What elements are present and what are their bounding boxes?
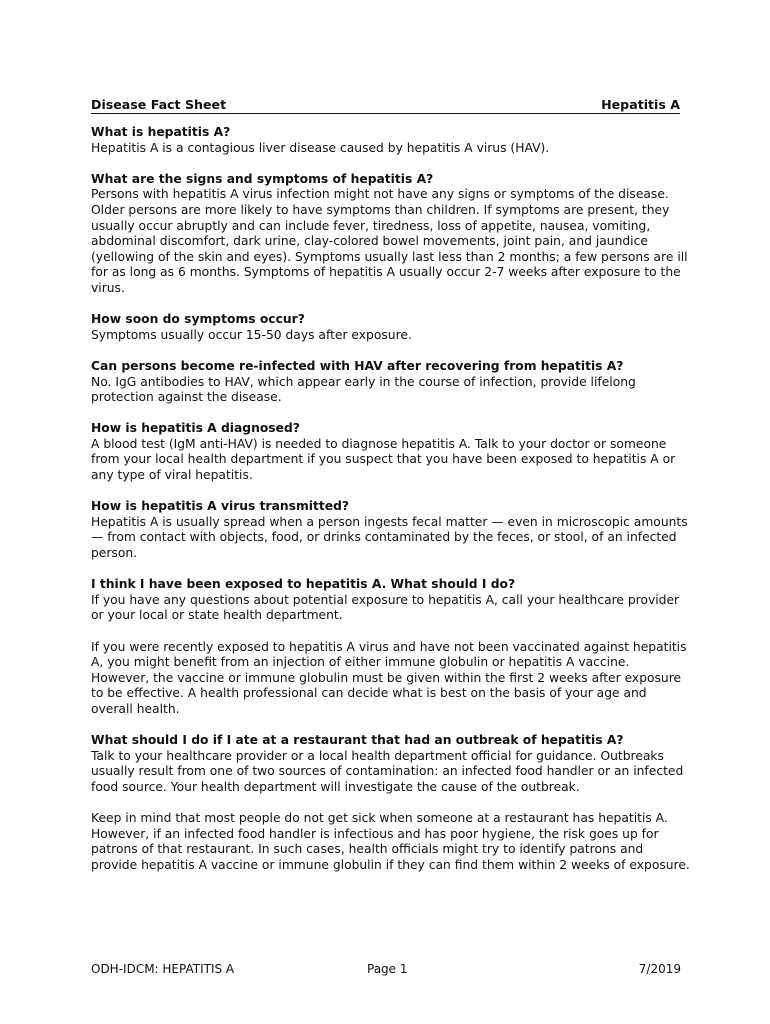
header-title: Disease Fact Sheet [91, 97, 227, 112]
footer-date: 7/2019 [638, 962, 681, 976]
faq-question: What should I do if I ate at a restaurant that had an outbreak of hepatitis A? [91, 733, 624, 748]
faq-question: How is hepatitis A virus transmitted? [91, 499, 350, 514]
fact-sheet-body [91, 125, 691, 889]
faq-section [91, 172, 691, 297]
faq-answer: Hepatitis A is usually spread when a person ingests fecal matter — even in microscopic amounts — from contact with objects, food, or drinks contaminated by the feces, or stool, of an infected person. [91, 514, 688, 561]
faq-answer: Hepatitis A is a contagious liver disease caused by hepatitis A virus (HAV). [91, 140, 550, 155]
faq-question: I think I have been exposed to hepatitis A. What should I do? [91, 577, 516, 592]
faq-section [91, 733, 691, 873]
faq-answer: A blood test (IgM anti-HAV) is needed to diagnose hepatitis A. Talk to your doctor or someone from your local health department if you suspect that you have been exposed to hepatitis A or any type of viral hepatitis. [91, 436, 676, 483]
page-footer [91, 962, 681, 978]
header-topic: Hepatitis A [601, 97, 680, 112]
footer-document-id: ODH-IDCM: HEPATITIS A [91, 962, 235, 976]
faq-answer: Keep in mind that most people do not get sick when someone at a restaurant has hepatitis A. However, if an infected food handler is infectious and has poor hygiene, the risk goes up for patrons of that restaurant. In such cases, health officials might try to identify patrons and provide hepatitis A vaccine or immune globulin if they can find them within 2 weeks of exposure. [91, 811, 690, 872]
faq-question: Can persons become re-infected with HAV after recovering from hepatitis A? [91, 358, 624, 373]
faq-question: What are the signs and symptoms of hepatitis A? [91, 171, 434, 186]
faq-section [91, 125, 691, 156]
faq-question: What is hepatitis A? [91, 125, 231, 139]
faq-answer: Symptoms usually occur 15-50 days after exposure. [91, 327, 412, 342]
faq-answer: If you were recently exposed to hepatitis A virus and have not been vaccinated against hepatitis A, you might benefit from an injection of either immune globulin or hepatitis A vaccine. However, the vaccine or immune globulin must be given within the first 2 weeks after exposure to be effective. A health professional can decide what is best on the basis of your age and overall health. [91, 639, 687, 716]
faq-question: How is hepatitis A diagnosed? [91, 421, 300, 436]
faq-answer: No. IgG antibodies to HAV, which appear early in the course of infection, provide lifelong protection against the disease. [91, 374, 636, 405]
faq-section [91, 577, 691, 717]
faq-section [91, 312, 691, 343]
faq-answer: Talk to your healthcare provider or a local health department official for guidance. Outbreaks usually result from one of two sources of contamination: an infected food handler or an infected food source. Your health department will investigate the cause of the outbreak. [91, 748, 684, 794]
faq-answer: Persons with hepatitis A virus infection might not have any signs or symptoms of the disease. Older persons are more likely to have symptoms than children. If symptoms are present, they usually occur abruptly and can include fever, tiredness, loss of appetite, nausea, vomiting, abdominal discomfort, dark urine, clay-colored bowel movements, joint pain, and jaundice (yellowing of the skin and eyes). Symptoms usually last less than 2 months; a few persons are ill for as long as 6 months. Symptoms of hepatitis A usually occur 2-7 weeks after exposure to the virus. [91, 187, 688, 295]
faq-question: How soon do symptoms occur? [91, 312, 305, 327]
faq-section [91, 421, 691, 483]
faq-answer: If you have any questions about potential exposure to hepatitis A, call your healthcare provider or your local or state health department. [91, 592, 680, 623]
faq-section [91, 499, 691, 561]
page-header [91, 92, 680, 114]
footer-page-number: Page 1 [367, 962, 408, 976]
faq-section [91, 359, 691, 406]
